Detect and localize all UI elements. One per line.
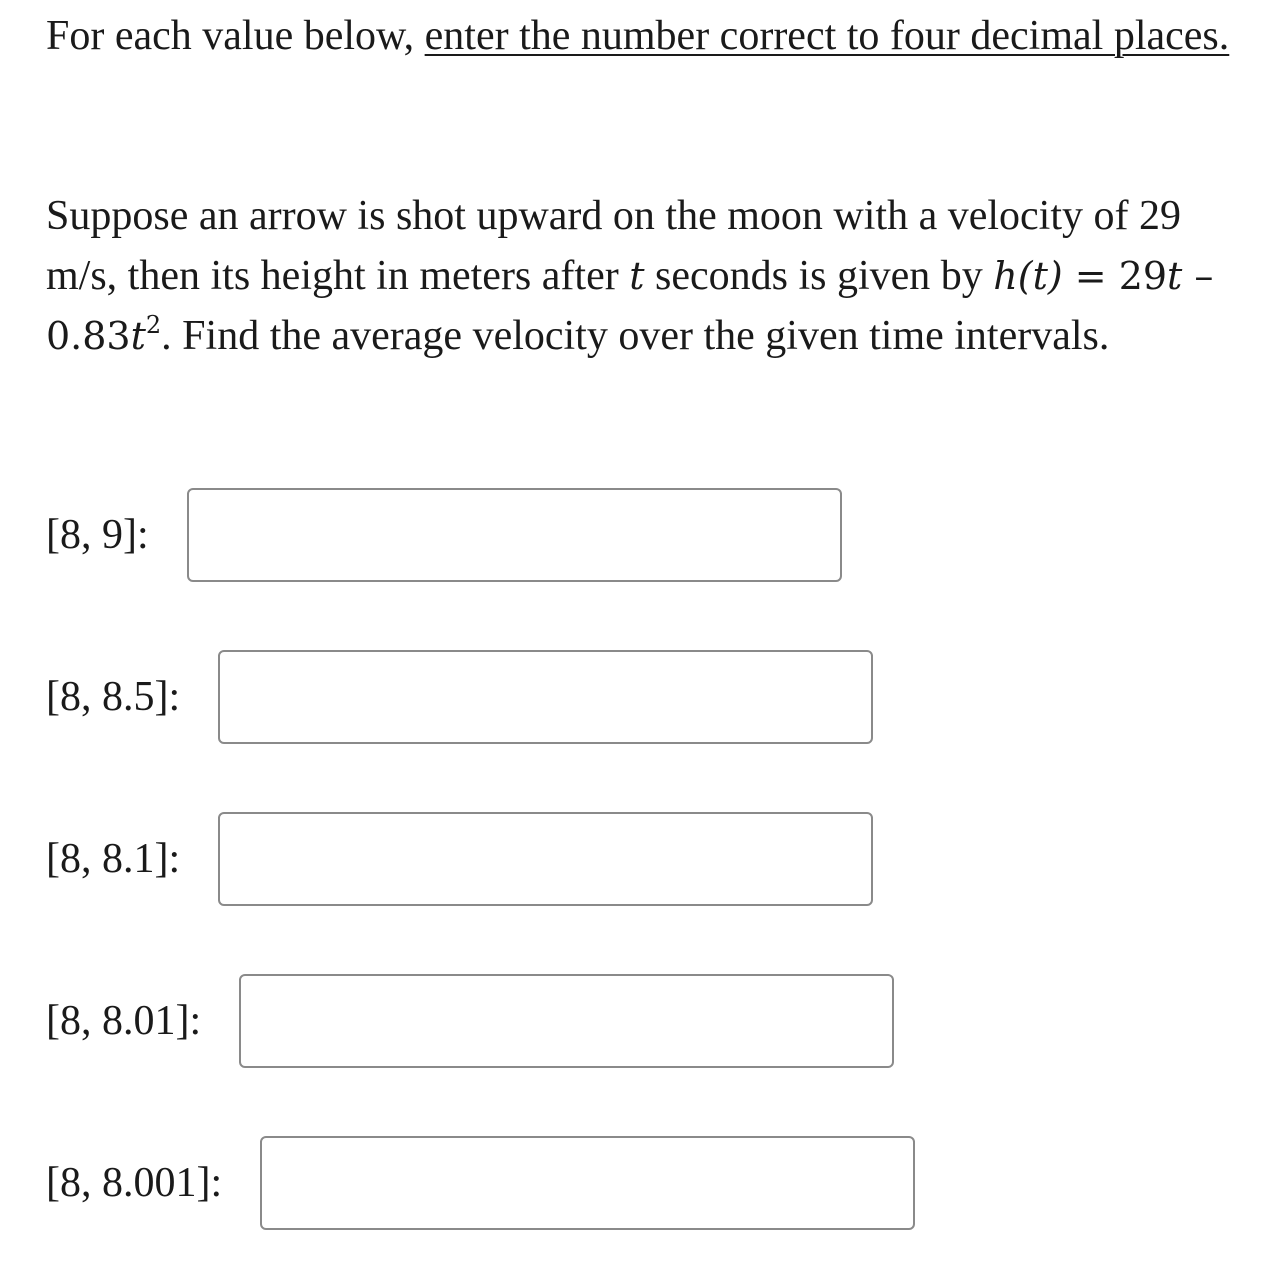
interval-row-2 bbox=[46, 650, 873, 744]
problem-statement bbox=[46, 186, 1246, 366]
formula-lhs: h(t) bbox=[993, 254, 1063, 298]
formula-exponent: 2 bbox=[145, 311, 162, 340]
answer-input-4[interactable] bbox=[239, 974, 894, 1068]
interval-row-1 bbox=[46, 488, 842, 582]
answer-input-5[interactable] bbox=[260, 1136, 915, 1230]
formula-t1: t bbox=[1167, 254, 1183, 298]
answer-input-3[interactable] bbox=[218, 812, 873, 906]
formula-eq: = bbox=[1062, 254, 1119, 298]
instruction-text bbox=[46, 6, 1246, 66]
answer-input-1[interactable] bbox=[187, 488, 842, 582]
formula-coef-2: 0.83 bbox=[46, 314, 131, 358]
problem-text-1: Suppose an arrow is shot upward on the moon with a velocity of 29 m/s, then its height in meters after bbox=[46, 193, 1181, 299]
formula-coef-1: 29 bbox=[1118, 254, 1168, 298]
interval-label-2: [8, 8.5]: bbox=[46, 674, 181, 720]
problem-text-3: . Find the average velocity over the given time intervals. bbox=[161, 313, 1110, 359]
question-container bbox=[46, 6, 1246, 1206]
answer-input-2[interactable] bbox=[218, 650, 873, 744]
instruction-emphasis: enter the number correct to four decimal places. bbox=[424, 13, 1230, 59]
interval-label-5: [8, 8.001]: bbox=[46, 1160, 223, 1206]
interval-row-5 bbox=[46, 1136, 915, 1230]
formula-minus: – bbox=[1182, 254, 1214, 298]
problem-text-2: seconds is given by bbox=[644, 253, 994, 299]
instruction-plain: For each value below, bbox=[46, 13, 425, 59]
interval-label-1: [8, 9]: bbox=[46, 512, 149, 558]
interval-label-4: [8, 8.01]: bbox=[46, 998, 202, 1044]
formula-t2: t bbox=[130, 314, 146, 358]
interval-label-3: [8, 8.1]: bbox=[46, 836, 181, 882]
variable-t: t bbox=[629, 254, 645, 298]
interval-row-4 bbox=[46, 974, 894, 1068]
interval-row-3 bbox=[46, 812, 873, 906]
